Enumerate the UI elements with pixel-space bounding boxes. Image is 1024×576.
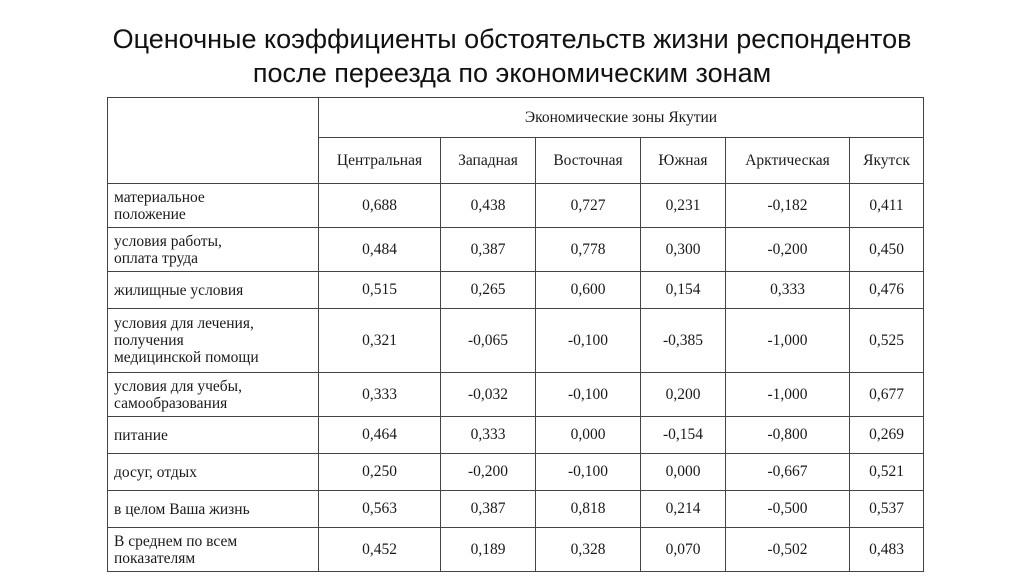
row-label-line: условия работы, <box>114 232 222 250</box>
value-cell: 0,200 <box>641 373 726 417</box>
value-cell: -0,100 <box>536 373 641 417</box>
row-label-line: в целом Ваша жизнь <box>114 500 250 518</box>
value-cell: 0,269 <box>850 417 924 454</box>
value-cell: 0,231 <box>641 184 726 228</box>
corner-header-cell <box>108 98 319 184</box>
value-cell: -0,065 <box>441 309 536 373</box>
table-row <box>108 491 924 528</box>
value-cell: 0,438 <box>441 184 536 228</box>
value-cell: 0,515 <box>319 272 441 309</box>
value-cell: -1,000 <box>726 309 850 373</box>
value-cell: 0,387 <box>441 228 536 272</box>
value-cell: -0,032 <box>441 373 536 417</box>
row-label-line: оплата труда <box>114 249 199 267</box>
value-cell: 0,300 <box>641 228 726 272</box>
column-header-central: Центральная <box>319 138 441 184</box>
row-label-cell <box>108 454 319 491</box>
row-label-cell <box>108 417 319 454</box>
value-cell: 0,189 <box>441 528 536 572</box>
row-label-line: материальное <box>114 188 205 206</box>
value-cell: -0,200 <box>726 228 850 272</box>
row-label-line: В среднем по всем <box>114 532 238 550</box>
value-cell: -0,385 <box>641 309 726 373</box>
value-cell: -0,182 <box>726 184 850 228</box>
value-cell: 0,563 <box>319 491 441 528</box>
row-label-line: положение <box>114 205 186 223</box>
value-cell: 0,321 <box>319 309 441 373</box>
value-cell: 0,154 <box>641 272 726 309</box>
column-header-yakutsk: Якутск <box>850 138 924 184</box>
value-cell: 0,464 <box>319 417 441 454</box>
value-cell: 0,000 <box>536 417 641 454</box>
value-cell: -0,800 <box>726 417 850 454</box>
value-cell: -1,000 <box>726 373 850 417</box>
value-cell: 0,387 <box>441 491 536 528</box>
value-cell: 0,452 <box>319 528 441 572</box>
table-row <box>108 184 924 228</box>
table-row <box>108 454 924 491</box>
row-label-cell <box>108 228 319 272</box>
table-row <box>108 417 924 454</box>
value-cell: -0,667 <box>726 454 850 491</box>
row-label-line: питание <box>114 426 168 444</box>
value-cell: 0,677 <box>850 373 924 417</box>
value-cell: 0,688 <box>319 184 441 228</box>
coefficients-table <box>107 97 924 572</box>
value-cell: -0,154 <box>641 417 726 454</box>
row-label-cell <box>108 272 319 309</box>
row-label-line: показателям <box>114 549 196 567</box>
value-cell: 0,328 <box>536 528 641 572</box>
value-cell: 0,484 <box>319 228 441 272</box>
value-cell: 0,265 <box>441 272 536 309</box>
value-cell: 0,214 <box>641 491 726 528</box>
row-label-line: условия для учебы, <box>114 377 242 395</box>
table-row <box>108 309 924 373</box>
value-cell: 0,525 <box>850 309 924 373</box>
value-cell: 0,778 <box>536 228 641 272</box>
table-row <box>108 228 924 272</box>
column-header-eastern: Восточная <box>536 138 641 184</box>
row-label-cell <box>108 184 319 228</box>
row-label-line: самообразования <box>114 394 228 412</box>
column-header-western: Западная <box>441 138 536 184</box>
value-cell: 0,600 <box>536 272 641 309</box>
column-header-arctic: Арктическая <box>726 138 850 184</box>
zones-group-header: Экономические зоны Якутии <box>319 98 924 138</box>
value-cell: 0,450 <box>850 228 924 272</box>
table-row <box>108 373 924 417</box>
slide-title-line-2: после переезда по экономическим зонам <box>252 58 772 88</box>
value-cell: 0,537 <box>850 491 924 528</box>
value-cell: 0,521 <box>850 454 924 491</box>
slide-title-line-1: Оценочные коэффициенты обстоятельств жизни респондентов <box>112 24 912 54</box>
value-cell: -0,100 <box>536 454 641 491</box>
row-label-cell <box>108 528 319 572</box>
value-cell: -0,500 <box>726 491 850 528</box>
row-label-line: получения <box>114 332 184 349</box>
row-label-cell <box>108 309 319 373</box>
table-row <box>108 528 924 572</box>
value-cell: -0,502 <box>726 528 850 572</box>
value-cell: 0,000 <box>641 454 726 491</box>
table-body <box>108 184 924 572</box>
value-cell: 0,333 <box>319 373 441 417</box>
value-cell: 0,483 <box>850 528 924 572</box>
column-header-southern: Южная <box>641 138 726 184</box>
row-label-line: условия для лечения, <box>114 315 254 332</box>
row-label-line: досуг, отдых <box>114 463 197 481</box>
row-label-line: жилищные условия <box>114 281 244 299</box>
value-cell: 0,070 <box>641 528 726 572</box>
value-cell: 0,411 <box>850 184 924 228</box>
value-cell: -0,200 <box>441 454 536 491</box>
value-cell: 0,333 <box>726 272 850 309</box>
row-label-cell <box>108 373 319 417</box>
row-label-cell <box>108 491 319 528</box>
row-label-line: медицинской помощи <box>114 349 259 366</box>
table-header-row-group <box>108 98 924 138</box>
value-cell: -0,100 <box>536 309 641 373</box>
value-cell: 0,333 <box>441 417 536 454</box>
value-cell: 0,250 <box>319 454 441 491</box>
slide-title <box>0 22 1024 90</box>
value-cell: 0,727 <box>536 184 641 228</box>
value-cell: 0,476 <box>850 272 924 309</box>
table-row <box>108 272 924 309</box>
value-cell: 0,818 <box>536 491 641 528</box>
